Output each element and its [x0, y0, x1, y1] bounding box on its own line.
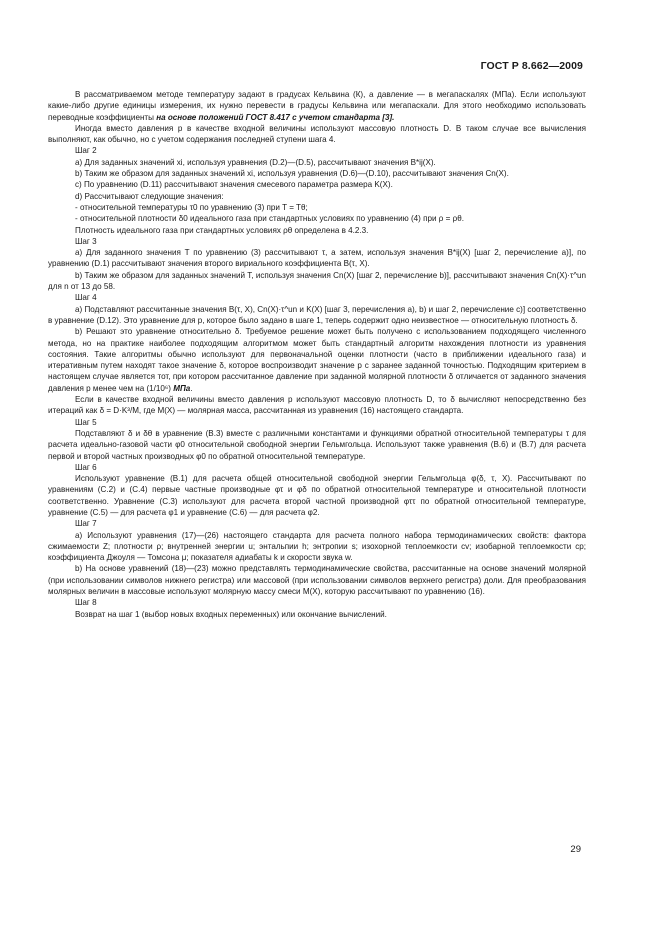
list-item: - относительной плотности δ0 идеального газа при стандартных условиях по уравнению (4) при ρ = ρθ. — [75, 214, 464, 224]
step-heading: Шаг 6 — [75, 462, 97, 472]
page-number: 29 — [570, 844, 581, 855]
list-item: b) Решают это уравнение относительно δ. Требуемое решение может быть получено с использованием подходящего численного метода, но на практике наиболее подходящим алгоритмом может быть стандартный алгоритм нахождения плотности из уравнения состояния. Такие алгоритмы обычно используют для первоначальной оценки плотности (часто в приближении идеального газа) и итеративным путем находят такое значение δ, которое воспроизводит значение p с заранее заданной точностью. Подходящим критерием в настоящем случае является тот, при котором рассчитанное давление при заданной молярной плотности δ отличается от заданного значения давления p менее чем на (1/10⁶) МПа. — [48, 327, 586, 393]
list-item: а) Используют уравнения (17)—(26) настоящего стандарта для расчета полного набора термодинамических свойств: фактора сжимаемости Z; плотности ρ; внутренней энергии u; энтальпии h; энтропии s; изохорной теплоемкости cv; изобарной теплоемкости cp; коэффициента Джоуля — Томсона μ; показателя адиабаты k и скорости звука w. — [48, 530, 586, 563]
paragraph: Возврат на шаг 1 (выбор новых входных переменных) или окончание вычислений. — [75, 609, 387, 619]
bold-unit: МПа — [173, 383, 191, 393]
paragraph-text: b) Решают это уравнение относительно δ. Требуемое решение может быть получено с использованием подходящего численного метода, но на практике наиболее подходящим алгоритмом может быть стандартный алгоритм нахождения плотности из уравнения состояния. Такие алгоритмы обычно используют для первоначальной оценки плотности (часто в приближении идеального газа) и итеративным путем находят такое значение δ, которое воспроизводит значение p с заранее заданной точностью. Подходящим критерием в настоящем случае является тот, при котором рассчитанное давление при заданной молярной плотности δ отличается от заданного значения давления p менее чем на (1/10⁶) — [48, 327, 586, 393]
paragraph: Подставляют δ и δθ в уравнение (В.3) вместе с различными константами и функциями обратной относительной температуры τ для расчета идеально-газовой части φ0 относительной свободной энергии Гельмгольца. Используют также уравнения (В.6) и (В.7) для расчета первой и второй частных производных φ0 по обратной относительной температуре. — [48, 428, 586, 461]
paragraph — [48, 89, 586, 123]
bold-reference: на основе положений ГОСТ 8.417 с учетом стандарта [3]. — [156, 112, 395, 122]
list-item: - относительной температуры τ0 по уравнению (3) при T = Tθ; — [75, 202, 308, 212]
step-heading: Шаг 8 — [75, 598, 97, 608]
paragraph: Плотность идеального газа при стандартных условиях ρθ определена в 4.2.3. — [75, 225, 369, 235]
paragraph: Иногда вместо давления p в качестве входной величины используют массовую плотность D. В таком случае все вычисления выполняют, как обычно, но с учетом содержания последней ступени шага 4. — [48, 123, 586, 145]
document-body — [48, 89, 586, 620]
paragraph: Используют уравнение (В.1) для расчета общей относительной свободной энергии Гельмгольца φ(δ, τ, X). Рассчитывают по уравнениям (С.2) и (С.4) первые частные производные φτ и φδ по обратной относительной температуре и относительной плотности соответственно. Уравнение (С.3) используют для расчета второй частной производной φττ по обратной относительной температуре, уравнение (С.5) — для расчета φ1 и уравнение (С.6) — для расчета φ2. — [48, 474, 586, 517]
list-item: b) Таким же образом для заданных значений T, используя значения Cn(X) [шаг 2, перечисление b)], рассчитывают значения Cn(X)·τ^un для n от 13 до 58. — [48, 270, 586, 292]
list-item: b) Таким же образом для заданных значений xi, используя уравнения (D.6)—(D.10), рассчитывают значения Cn(X). — [75, 169, 509, 179]
step-heading: Шаг 7 — [75, 519, 97, 529]
step-heading: Шаг 2 — [75, 146, 97, 156]
list-item: с) По уравнению (D.11) рассчитывают значения смесевого параметра размера K(X). — [75, 180, 393, 190]
step-heading: Шаг 5 — [75, 417, 97, 427]
step-heading: Шаг 3 — [75, 236, 97, 246]
document-header: ГОСТ Р 8.662—2009 — [480, 60, 583, 72]
paragraph-text: В рассматриваемом методе температуру задают в градусах Кельвина (К), а давление — в мегапаскалях (МПа). Если используют какие-либо другие единицы измерения, их нужно перевести в градусы Кельвина или мегапаскали. Для этого необходимо использовать переводные коэффициенты — [48, 90, 586, 122]
list-item: b) На основе уравнений (18)—(23) можно представлять термодинамические свойства, рассчитанные на основе значений молярной (при использовании символов нижнего регистра) или массовой (при использовании символов верхнего регистра) доли. Для преобразования молярных величин в массовые используют молярную массу смеси M(X), которую рассчитывают по уравнению (16). — [48, 564, 586, 597]
list-item: а) Для заданных значений xi, используя уравнения (D.2)—(D.5), рассчитывают значения B*ij(X). — [75, 157, 436, 167]
paragraph: Если в качестве входной величины вместо давления p используют массовую плотность D, то δ вычисляют непосредственно без итераций как δ = D·K³/M, где M(X) — молярная масса, рассчитанная из уравнения (16) настоящего стандарта. — [48, 395, 586, 416]
list-item: а) Подставляют рассчитанные значения B(τ, X), Cn(X)·τ^un и K(X) [шаг 3, перечисления а), b) и шаг 2, перечисление с)] соответственно в уравнение (D.12). Это уравнение для p, которое было задано в шаге 1, теперь содержит одно неизвестное — относительную плотность δ. — [48, 304, 586, 325]
step-heading: Шаг 4 — [75, 293, 97, 303]
list-item: а) Для заданного значения T по уравнению (3) рассчитывают τ, а затем, используя значения B*ij(X) [шаг 2, перечисление а)], по уравнению (D.1) рассчитывают значения второго вириального коэффициента B(τ, X). — [48, 248, 586, 269]
list-item: d) Рассчитывают следующие значения: — [75, 191, 224, 201]
